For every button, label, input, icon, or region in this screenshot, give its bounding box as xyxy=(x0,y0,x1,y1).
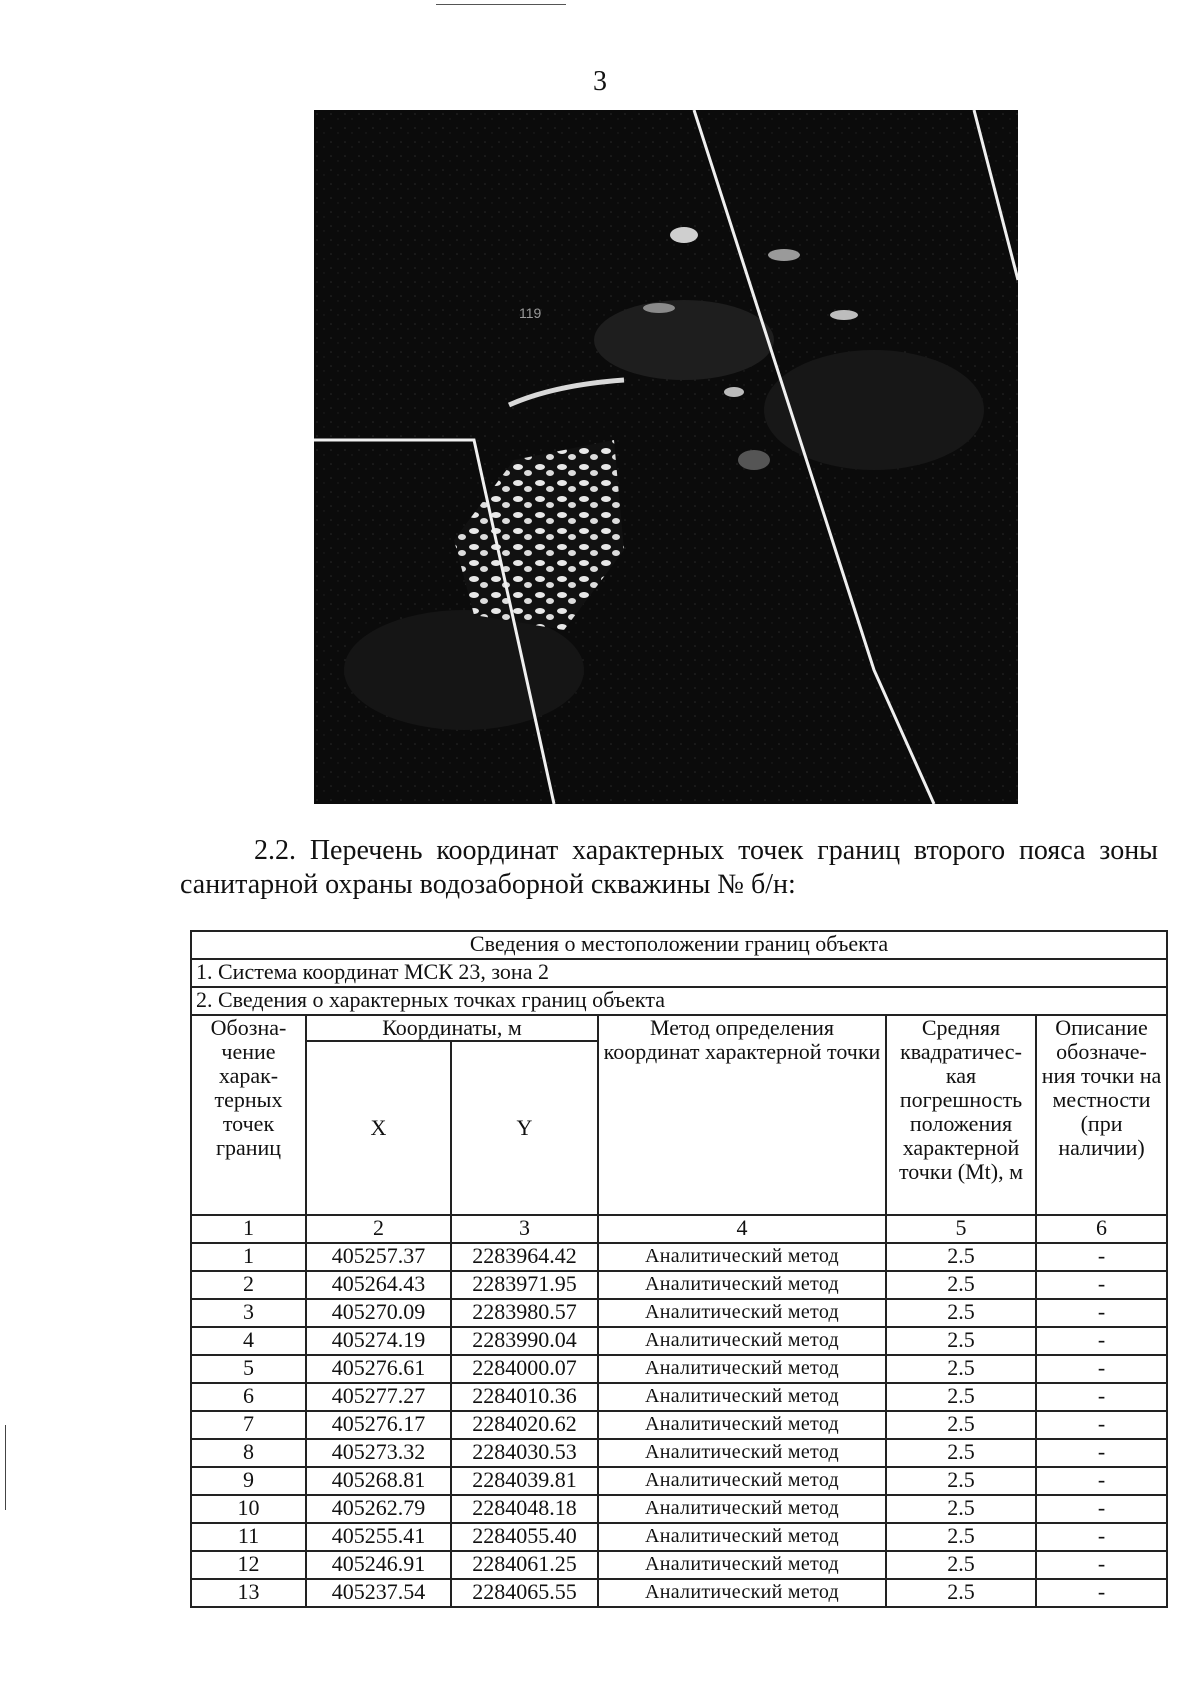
coord-y: 2284039.81 xyxy=(451,1467,598,1495)
point-number: 13 xyxy=(191,1579,306,1607)
coord-y: 2283980.57 xyxy=(451,1299,598,1327)
header-designation: Обозна-чение харак-терных точек границ xyxy=(191,1015,306,1215)
description: - xyxy=(1036,1271,1167,1299)
header-y: Y xyxy=(451,1041,598,1215)
table-row xyxy=(191,1467,1167,1495)
method: Аналитический метод xyxy=(598,1383,886,1411)
col-number: 3 xyxy=(451,1215,598,1243)
point-number: 6 xyxy=(191,1383,306,1411)
description: - xyxy=(1036,1551,1167,1579)
col-number: 6 xyxy=(1036,1215,1167,1243)
coord-y: 2284061.25 xyxy=(451,1551,598,1579)
coordinates-table xyxy=(190,930,1168,1608)
coord-y: 2284010.36 xyxy=(451,1383,598,1411)
col-number: 2 xyxy=(306,1215,451,1243)
description: - xyxy=(1036,1327,1167,1355)
satellite-map-image xyxy=(314,110,1018,804)
coord-x: 405237.54 xyxy=(306,1579,451,1607)
coordinate-system: 1. Система координат МСК 23, зона 2 xyxy=(191,959,1167,987)
table-row xyxy=(191,1551,1167,1579)
coord-y: 2283964.42 xyxy=(451,1243,598,1271)
mean-error: 2.5 xyxy=(886,1299,1036,1327)
margin-mark xyxy=(5,1425,6,1510)
point-number: 10 xyxy=(191,1495,306,1523)
coord-x: 405262.79 xyxy=(306,1495,451,1523)
table-row xyxy=(191,1243,1167,1271)
coord-y: 2284020.62 xyxy=(451,1411,598,1439)
mean-error: 2.5 xyxy=(886,1271,1036,1299)
method: Аналитический метод xyxy=(598,1271,886,1299)
point-number: 4 xyxy=(191,1327,306,1355)
mean-error: 2.5 xyxy=(886,1523,1036,1551)
coord-y: 2284048.18 xyxy=(451,1495,598,1523)
section-heading-line1: 2.2. Перечень координат характерных точек границ второго пояса зоны xyxy=(254,835,1158,866)
mean-error: 2.5 xyxy=(886,1551,1036,1579)
coord-x: 405246.91 xyxy=(306,1551,451,1579)
mean-error: 2.5 xyxy=(886,1383,1036,1411)
table-row xyxy=(191,1355,1167,1383)
table-row xyxy=(191,1579,1167,1607)
coord-x: 405268.81 xyxy=(306,1467,451,1495)
mean-error: 2.5 xyxy=(886,1467,1036,1495)
coord-x: 405255.41 xyxy=(306,1523,451,1551)
method: Аналитический метод xyxy=(598,1579,886,1607)
method: Аналитический метод xyxy=(598,1495,886,1523)
section-heading-line2: санитарной охраны водозаборной скважины № б/н: xyxy=(180,869,796,900)
method: Аналитический метод xyxy=(598,1299,886,1327)
method: Аналитический метод xyxy=(598,1551,886,1579)
header-description: Описание обозначе-ния точки на местности (при наличии) xyxy=(1036,1015,1167,1215)
table-row xyxy=(191,1299,1167,1327)
table-row xyxy=(191,1411,1167,1439)
coord-x: 405270.09 xyxy=(306,1299,451,1327)
description: - xyxy=(1036,1439,1167,1467)
table-row xyxy=(191,1383,1167,1411)
description: - xyxy=(1036,1243,1167,1271)
mean-error: 2.5 xyxy=(886,1579,1036,1607)
col-number: 1 xyxy=(191,1215,306,1243)
table-body xyxy=(191,1243,1167,1607)
coord-y: 2284055.40 xyxy=(451,1523,598,1551)
map-graphic xyxy=(314,110,1018,804)
description: - xyxy=(1036,1523,1167,1551)
description: - xyxy=(1036,1495,1167,1523)
point-number: 9 xyxy=(191,1467,306,1495)
points-info: 2. Сведения о характерных точках границ объекта xyxy=(191,987,1167,1015)
coord-y: 2284065.55 xyxy=(451,1579,598,1607)
coord-x: 405264.43 xyxy=(306,1271,451,1299)
header-method: Метод определения координат характерной точки xyxy=(598,1015,886,1215)
mean-error: 2.5 xyxy=(886,1495,1036,1523)
mean-error: 2.5 xyxy=(886,1355,1036,1383)
top-scan-line xyxy=(436,4,566,5)
method: Аналитический метод xyxy=(598,1439,886,1467)
header-x: X xyxy=(306,1041,451,1215)
method: Аналитический метод xyxy=(598,1411,886,1439)
coord-y: 2283971.95 xyxy=(451,1271,598,1299)
description: - xyxy=(1036,1579,1167,1607)
header-error: Средняя квадратичес-кая погрешность положения характерной точки (Mt), м xyxy=(886,1015,1036,1215)
col-number: 4 xyxy=(598,1215,886,1243)
coord-x: 405276.17 xyxy=(306,1411,451,1439)
table-row xyxy=(191,1495,1167,1523)
col-number: 5 xyxy=(886,1215,1036,1243)
coord-x: 405257.37 xyxy=(306,1243,451,1271)
description: - xyxy=(1036,1411,1167,1439)
method: Аналитический метод xyxy=(598,1467,886,1495)
map-label: 119 xyxy=(519,305,542,321)
point-number: 8 xyxy=(191,1439,306,1467)
table-row xyxy=(191,1327,1167,1355)
point-number: 7 xyxy=(191,1411,306,1439)
table-row xyxy=(191,1439,1167,1467)
method: Аналитический метод xyxy=(598,1355,886,1383)
section-heading xyxy=(180,834,1158,902)
coord-y: 2284030.53 xyxy=(451,1439,598,1467)
description: - xyxy=(1036,1383,1167,1411)
table-row xyxy=(191,1271,1167,1299)
mean-error: 2.5 xyxy=(886,1411,1036,1439)
coord-y: 2284000.07 xyxy=(451,1355,598,1383)
point-number: 11 xyxy=(191,1523,306,1551)
header-coords: Координаты, м xyxy=(306,1015,598,1041)
table-row xyxy=(191,1523,1167,1551)
coord-x: 405274.19 xyxy=(306,1327,451,1355)
point-number: 1 xyxy=(191,1243,306,1271)
point-number: 3 xyxy=(191,1299,306,1327)
method: Аналитический метод xyxy=(598,1243,886,1271)
point-number: 2 xyxy=(191,1271,306,1299)
method: Аналитический метод xyxy=(598,1523,886,1551)
point-number: 12 xyxy=(191,1551,306,1579)
table-title: Сведения о местоположении границ объекта xyxy=(191,931,1167,959)
mean-error: 2.5 xyxy=(886,1243,1036,1271)
description: - xyxy=(1036,1467,1167,1495)
point-number: 5 xyxy=(191,1355,306,1383)
description: - xyxy=(1036,1355,1167,1383)
mean-error: 2.5 xyxy=(886,1327,1036,1355)
coord-x: 405277.27 xyxy=(306,1383,451,1411)
coord-x: 405276.61 xyxy=(306,1355,451,1383)
coord-y: 2283990.04 xyxy=(451,1327,598,1355)
method: Аналитический метод xyxy=(598,1327,886,1355)
page-number: 3 xyxy=(593,66,607,97)
coord-x: 405273.32 xyxy=(306,1439,451,1467)
mean-error: 2.5 xyxy=(886,1439,1036,1467)
description: - xyxy=(1036,1299,1167,1327)
